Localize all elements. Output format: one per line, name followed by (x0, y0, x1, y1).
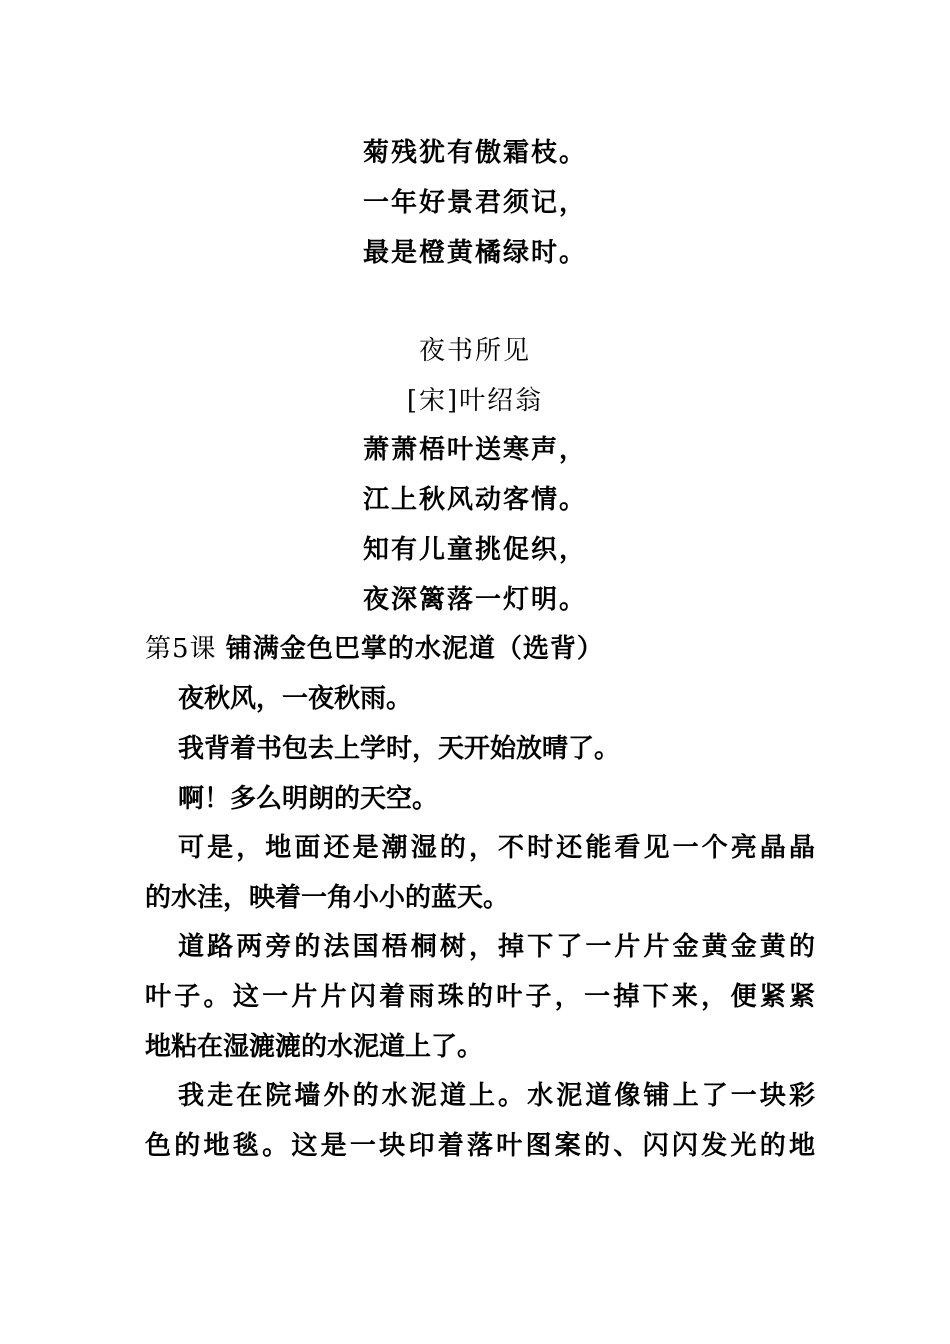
lesson-line-7: 叶子。这一片片闪着雨珠的叶子，一掉下来，便紧紧 (145, 982, 815, 1012)
poem1-line-2: 一年好景君须记， (362, 188, 587, 218)
lesson-number: 第5课 (145, 634, 217, 664)
poem2-author: [宋]叶绍翁 (406, 386, 544, 416)
poem2-line-2: 江上秋风动客情。 (362, 485, 587, 515)
lesson-line-10: 色的地毯。这是一块印着落叶图案的、闪闪发光的地 (145, 1131, 815, 1161)
poem2-line-4: 夜深篱落一灯明。 (362, 585, 587, 615)
lesson-line-3: 啊！多么明朗的天空。 (178, 784, 439, 814)
lesson-line-6: 道路两旁的法国梧桐树，掉下了一片片金黄金黄的 (178, 932, 815, 962)
poem1-line-1: 菊残犹有傲霜枝。 (362, 138, 587, 168)
lesson-line-4: 可是，地面还是潮湿的，不时还能看见一个亮晶晶 (178, 833, 815, 863)
lesson-line-5: 的水洼，映着一角小小的蓝天。 (145, 883, 510, 913)
poem2-line-1: 萧萧梧叶送寒声， (362, 435, 587, 465)
lesson-line-9: 我走在院墙外的水泥道上。水泥道像铺上了一块彩 (178, 1081, 815, 1111)
poem1-line-3: 最是橙黄橘绿时。 (362, 238, 587, 268)
poem2-line-3: 知有儿童挑促织， (362, 535, 587, 565)
poem2-title: 夜书所见 (418, 336, 531, 366)
lesson-line-8: 地粘在湿漉漉的水泥道上了。 (145, 1032, 484, 1062)
lesson-line-1: 夜秋风，一夜秋雨。 (178, 684, 413, 714)
lesson-title: 铺满金色巴掌的水泥道（选背） (225, 634, 604, 664)
lesson-line-2: 我背着书包去上学时，天开始放晴了。 (178, 734, 621, 764)
lesson-heading (145, 624, 815, 674)
